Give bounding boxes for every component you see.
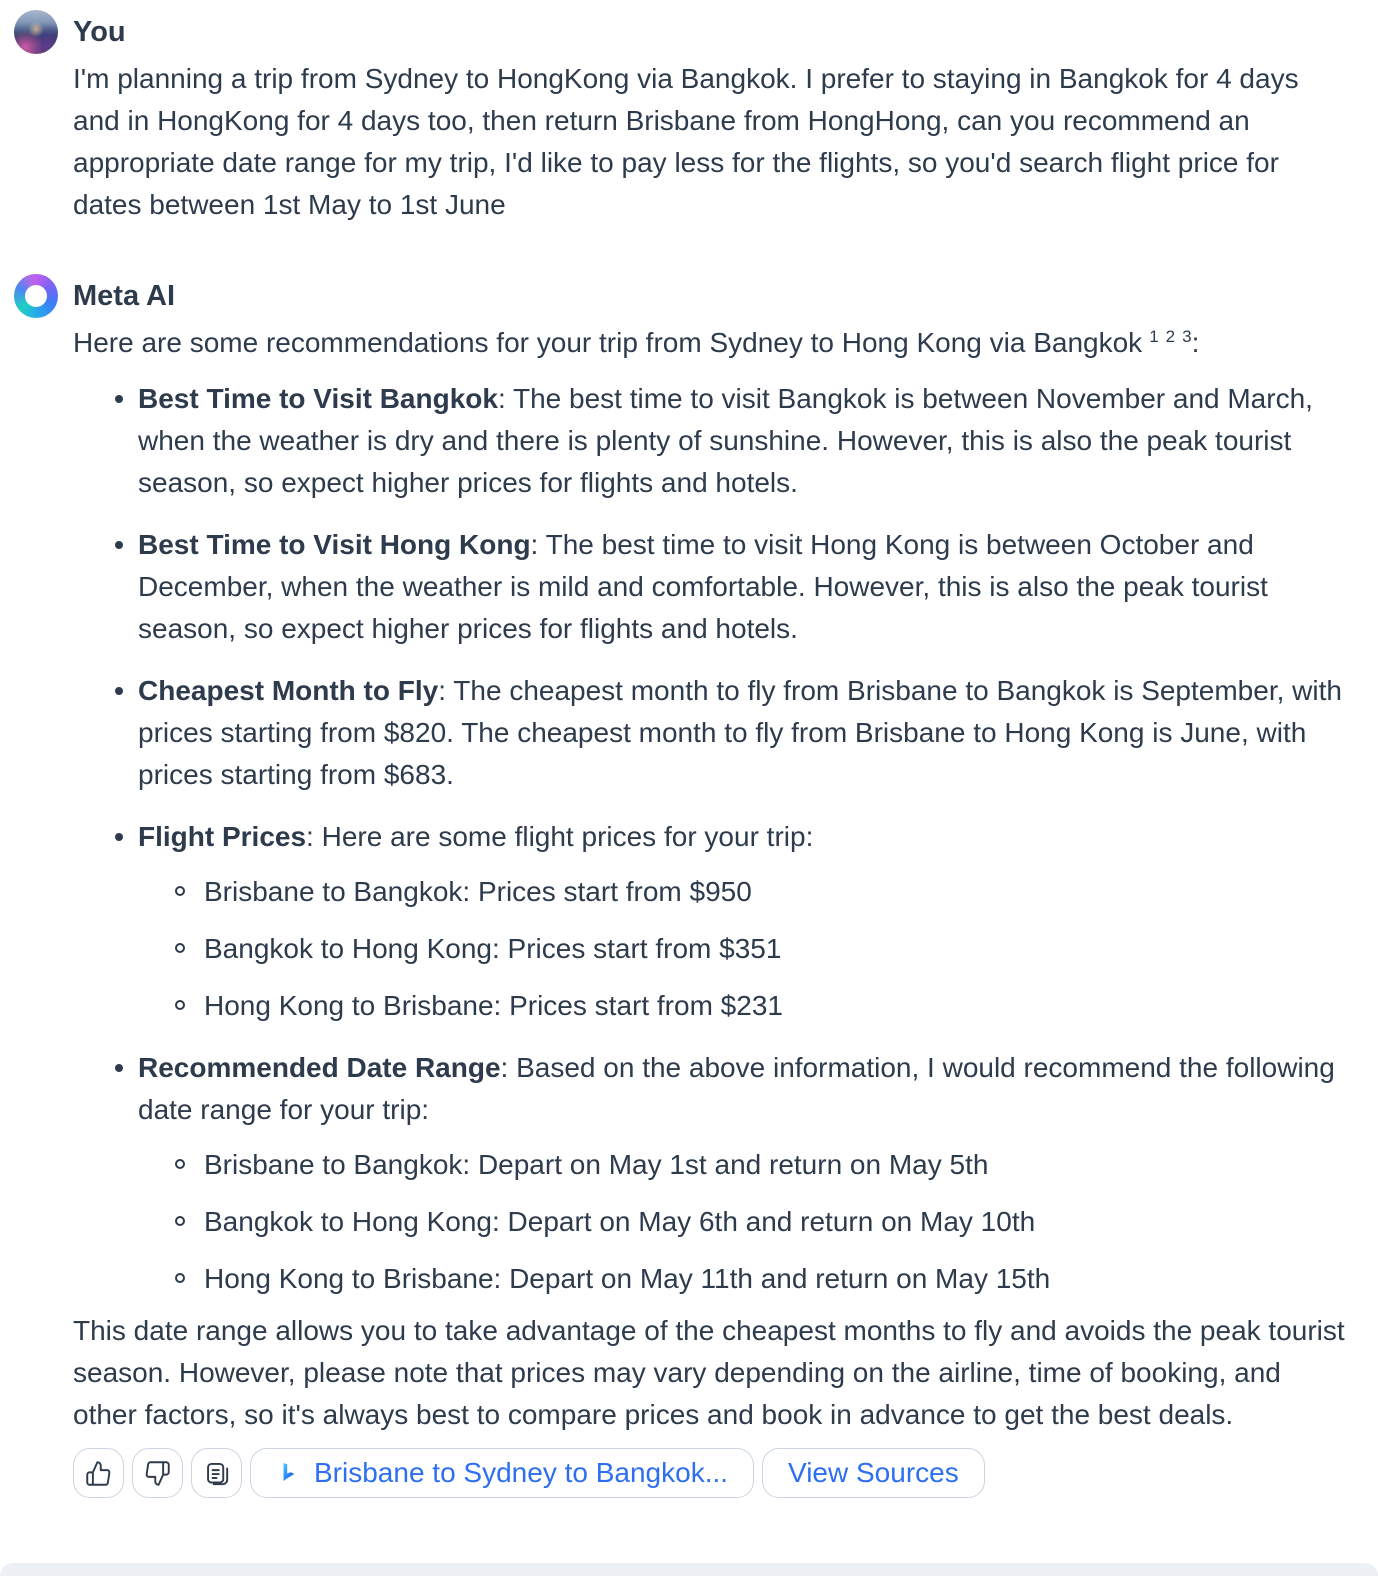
composer-area-top xyxy=(0,1563,1378,1576)
sublist-item xyxy=(175,1144,1348,1186)
ai-message xyxy=(14,274,1348,1498)
sublist-item-text: Bangkok to Hong Kong: Prices start from $351 xyxy=(204,933,782,964)
list-item-text: : The best time to visit Hong Kong is between October and December, when the weather is mild and comfortable. However, this is also the peak tourist season, so expect higher prices for flights and hotels. xyxy=(138,529,1268,644)
bullet-icon xyxy=(115,1064,123,1072)
hollow-bullet-icon xyxy=(175,1273,185,1283)
citation-3[interactable]: 3 xyxy=(1182,326,1192,346)
sublist-item-text: Brisbane to Bangkok: Depart on May 1st and return on May 5th xyxy=(204,1149,989,1180)
citation-1[interactable]: 1 xyxy=(1149,326,1159,346)
list-item xyxy=(115,1047,1348,1300)
user-message xyxy=(14,10,1348,226)
message-actions xyxy=(73,1448,1348,1498)
sublist-item-text: Hong Kong to Brisbane: Depart on May 11th and return on May 15th xyxy=(204,1263,1051,1294)
list-item-title: Best Time to Visit Hong Kong xyxy=(138,529,531,560)
sublist-item xyxy=(175,985,1348,1027)
list-item xyxy=(115,670,1348,796)
sublist-item-text: Hong Kong to Brisbane: Prices start from $231 xyxy=(204,990,783,1021)
sublist-item xyxy=(175,1258,1348,1300)
thumbs-down-icon xyxy=(144,1460,171,1487)
user-message-text: I'm planning a trip from Sydney to HongKong via Bangkok. I prefer to staying in Bangkok for 4 days and in HongKong for 4 days too, then return Brisbane from HongHong, can you recommend an appropriate date range for my trip, I'd like to pay less for the flights, so you'd search flight price for dates between 1st May to 1st June xyxy=(73,63,1299,220)
intro-text: Here are some recommendations for your trip from Sydney to Hong Kong via Bangkok xyxy=(73,327,1143,358)
list-item-title: Best Time to Visit Bangkok xyxy=(138,383,498,414)
list-item-text: : The cheapest month to fly from Brisbane to Bangkok is September, with prices starting from $820. The cheapest month to fly from Brisbane to Hong Kong is June, with prices starting from $683. xyxy=(138,675,1342,790)
list-item-title: Cheapest Month to Fly xyxy=(138,675,439,706)
bullet-icon xyxy=(115,541,123,549)
meta-ai-logo-icon xyxy=(14,274,58,318)
hollow-bullet-icon xyxy=(175,943,185,953)
sublist-item xyxy=(175,871,1348,913)
list-item-text: : Based on the above information, I would recommend the following date range for your trip: xyxy=(138,1052,1335,1125)
hollow-bullet-icon xyxy=(175,1000,185,1010)
list-item-title: Recommended Date Range xyxy=(138,1052,501,1083)
list-item-title: Flight Prices xyxy=(138,821,307,852)
copy-icon xyxy=(203,1460,230,1487)
bullet-icon xyxy=(115,833,123,841)
sublist-item xyxy=(175,1201,1348,1243)
view-sources-button[interactable] xyxy=(762,1448,985,1498)
citation-2[interactable]: 2 xyxy=(1165,326,1176,346)
list-item xyxy=(115,524,1348,650)
date-range-sublist xyxy=(138,1144,1348,1300)
list-item xyxy=(115,378,1348,504)
hollow-bullet-icon xyxy=(175,886,185,896)
sublist-item-text: Bangkok to Hong Kong: Depart on May 6th and return on May 10th xyxy=(204,1206,1036,1237)
thumbs-up-button[interactable] xyxy=(73,1448,124,1498)
list-item-text: : Here are some flight prices for your trip: xyxy=(306,821,814,852)
sublist-item-text: Brisbane to Bangkok: Prices start from $950 xyxy=(204,876,752,907)
list-item xyxy=(115,816,1348,1027)
sublist-item xyxy=(175,928,1348,970)
copy-button[interactable] xyxy=(191,1448,242,1498)
intro-suffix: : xyxy=(1191,327,1200,358)
view-sources-label: View Sources xyxy=(788,1457,959,1488)
thumbs-up-icon xyxy=(85,1460,112,1487)
user-avatar xyxy=(14,10,58,54)
user-author-label: You xyxy=(73,16,126,48)
list-item-text: : The best time to visit Bangkok is between November and March, when the weather is dry and there is plenty of sunshine. However, this is also the peak tourist season, so expect higher prices for flights and hotels. xyxy=(138,383,1313,498)
bing-icon xyxy=(276,1458,300,1488)
ai-intro-paragraph xyxy=(73,322,1348,364)
bullet-icon xyxy=(115,687,123,695)
bullet-icon xyxy=(115,395,123,403)
ai-closing-paragraph: This date range allows you to take advantage of the cheapest months to fly and avoids the peak tourist season. However, please note that prices may vary depending on the airline, time of booking, and other factors, so it's always best to compare prices and book in advance to get the best deals. xyxy=(73,1315,1345,1430)
hollow-bullet-icon xyxy=(175,1159,185,1169)
hollow-bullet-icon xyxy=(175,1216,185,1226)
flight-prices-sublist xyxy=(138,871,1348,1027)
recommendations-list xyxy=(73,378,1348,1300)
search-query-button[interactable] xyxy=(250,1448,754,1498)
search-query-label: Brisbane to Sydney to Bangkok... xyxy=(314,1457,729,1488)
thumbs-down-button[interactable] xyxy=(132,1448,183,1498)
ai-author-label: Meta AI xyxy=(73,280,176,312)
